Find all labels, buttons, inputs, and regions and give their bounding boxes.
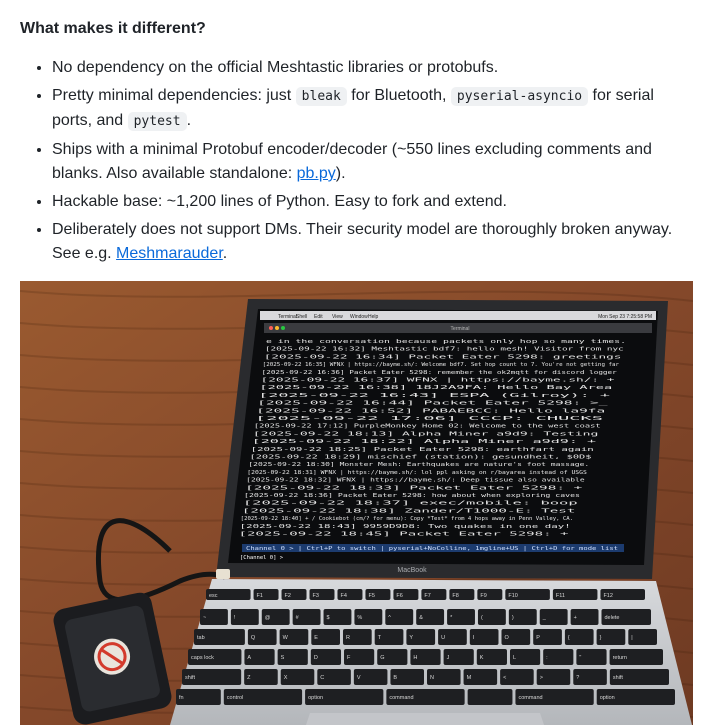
keyboard-key xyxy=(565,629,594,645)
keyboard-key xyxy=(628,629,657,645)
keyboard-key xyxy=(310,589,335,600)
key-label: " xyxy=(579,655,582,661)
key-label: F3 xyxy=(312,593,319,599)
keyboard-key xyxy=(224,689,302,705)
keyboard-key xyxy=(200,609,228,625)
key-label: F1 xyxy=(256,593,263,599)
keyboard-key xyxy=(244,649,274,665)
key-label: ! xyxy=(233,615,236,621)
feature-text: Deliberately does not support DMs. Their security model are thoroughly broken anyway. See e.g. xyxy=(52,221,673,262)
keyboard-key xyxy=(477,649,507,665)
key-label: Z xyxy=(247,675,251,681)
key-label: delete xyxy=(604,615,620,621)
keyboard-key xyxy=(438,629,467,645)
terminal-line: [2025-09-22 18:43] 9959D9D8: Two quakes in one day! xyxy=(239,523,571,530)
keyboard-key xyxy=(262,609,290,625)
keyboard-key xyxy=(293,609,321,625)
key-label: F6 xyxy=(396,593,403,599)
menubar-item: Edit xyxy=(314,314,323,320)
keyboard-key xyxy=(305,689,383,705)
terminal-line: [2025-09-22 18:36] Packet Eater 5298: how about when exploring caves xyxy=(244,493,580,499)
keyboard-key xyxy=(354,669,388,685)
keyboard-key xyxy=(377,649,407,665)
menubar-item: Terminal xyxy=(278,314,297,320)
key-label: F12 xyxy=(603,593,613,599)
feature-item xyxy=(52,218,692,266)
terminal-line: [2025-09-22 18:25] Packet Eater 5298: earthfart again xyxy=(250,446,594,453)
keyboard-key xyxy=(449,589,474,600)
keyboard-key xyxy=(278,649,308,665)
key-label: D xyxy=(313,655,318,661)
laptop-brand: MacBook xyxy=(397,567,427,574)
keyboard-key xyxy=(421,589,446,600)
terminal-line: [2025-09-22 18:38] Zander/T1000-E: Test xyxy=(241,508,576,515)
keyboard-key xyxy=(447,609,475,625)
key-label: ( xyxy=(480,615,483,621)
key-label: | xyxy=(631,635,633,641)
laptop-photo xyxy=(20,281,693,725)
keyboard-key xyxy=(206,589,251,600)
feature-text: Pretty minimal dependencies: just xyxy=(52,87,296,104)
keyboard-key xyxy=(464,669,498,685)
keyboard-key xyxy=(543,649,573,665)
key-label: O xyxy=(504,635,509,641)
keyboard-key xyxy=(385,609,413,625)
feature-item xyxy=(52,56,692,80)
keyboard-key xyxy=(537,669,571,685)
terminal-line: [2025-09-22 16:35] WFNX | https://bayme.sh/: Welcome bdf7. Set hop count to 7. You're not getting far xyxy=(262,362,620,369)
terminal-title: Terminal xyxy=(450,326,470,332)
keyboard-key xyxy=(244,669,278,685)
terminal-line: [2025-09-22 18:45] Packet Eater 5298: + xyxy=(238,531,571,538)
key-label: esc xyxy=(209,593,218,599)
keyboard-key xyxy=(254,589,279,600)
key-label: option xyxy=(599,695,615,701)
keyboard-key xyxy=(282,589,307,600)
key-label: G xyxy=(380,655,385,661)
key-label: > xyxy=(539,675,543,681)
keyboard-key xyxy=(468,689,513,705)
feature-text: Ships with a minimal Protobuf encoder/decoder (~550 lines excluding comments and blanks. Also available standalone: xyxy=(52,141,652,182)
terminal-line: [2025-09-22 18:30] Monster Mesh: Earthquakes are nature's foot massage. xyxy=(248,462,590,469)
key-label: T xyxy=(377,635,382,641)
terminal-line: [2025-09-22 17:12] PurpleMonkey Home 02: Welcome to the west coast xyxy=(253,423,601,430)
terminal-status-text: Channel 0 > | Ctrl+P to switch | pyserial+NoColline, 1mgline+US | Ctrl+D for mode list xyxy=(246,546,618,552)
menubar-item: View xyxy=(332,314,343,320)
keyboard-key xyxy=(176,689,221,705)
keyboard-key xyxy=(281,669,315,685)
terminal-line: [2025-09-22 18:32] WFNX | https://bayme.sh/: Deep tissue also available xyxy=(246,477,586,484)
keyboard-key xyxy=(188,649,241,665)
terminal-line: e in the conversation because packets only hop so many times. xyxy=(266,339,626,345)
key-label: X xyxy=(283,675,288,681)
keyboard-key xyxy=(416,609,444,625)
keyboard-key xyxy=(311,629,340,645)
feature-text: for serial ports, and xyxy=(52,87,654,129)
terminal-line: [2025-09-22 16:32] Meshtastic bdf7: hello mesh! Visitor from nyc xyxy=(264,346,624,353)
keyboard-key xyxy=(194,629,245,645)
key-label: { xyxy=(567,635,570,641)
key-label: N xyxy=(430,675,434,681)
key-label: B xyxy=(393,675,398,681)
terminal-line: [2025-09-22 18:37] exec/mobile: boop xyxy=(242,500,580,507)
terminal-line: [2025-09-22 16:43] ESPA (Gilroy): + xyxy=(258,392,612,399)
key-label: fn xyxy=(179,695,184,701)
key-label: # xyxy=(295,615,299,621)
zoom-icon[interactable] xyxy=(281,326,285,330)
inline-code: bleak xyxy=(296,87,347,106)
key-label: U xyxy=(441,635,446,641)
keyboard-key xyxy=(601,609,651,625)
link-pb-py[interactable]: pb.py xyxy=(296,165,336,182)
key-label: < xyxy=(503,675,507,681)
terminal-line: [2025-09-22 16:34] Packet Eater 5298: greetings xyxy=(263,354,622,361)
terminal-line: [2025-09-22 18:31] WFNX | https://bayme.sh/: lol ppl asking on r/bayarea instead of USGS xyxy=(247,469,587,476)
keyboard-key xyxy=(600,589,645,600)
usb-plug xyxy=(216,569,230,579)
keyboard-key xyxy=(510,649,540,665)
key-label: @ xyxy=(264,615,271,621)
minimize-icon[interactable] xyxy=(275,326,279,330)
keyboard-key xyxy=(386,689,464,705)
key-label: A xyxy=(247,655,252,661)
key-label: $ xyxy=(326,615,330,621)
keyboard-key xyxy=(610,649,663,665)
terminal-line: [2025-09-22 16:36] Packet Eater 5298: remember the ok2mqtt for discord logger xyxy=(261,369,618,376)
inline-code: pyserial-asyncio xyxy=(451,87,588,106)
keyboard-key xyxy=(406,629,435,645)
terminal-line: [2025-09-22 18:29] mischief (station): gesundheit, $0D$ xyxy=(249,454,593,461)
key-label: F5 xyxy=(368,593,375,599)
key-label: * xyxy=(450,615,453,621)
keyboard-key xyxy=(500,669,534,685)
key-label: command xyxy=(389,695,414,701)
menubar-item: Shell xyxy=(296,314,308,320)
feature-text: No dependency on the official Meshtastic libraries or protobufs. xyxy=(52,59,499,76)
keyboard-key xyxy=(597,629,626,645)
section-heading: What makes it different? xyxy=(20,20,206,37)
key-label: caps lock xyxy=(191,655,214,661)
key-label: _ xyxy=(542,615,546,621)
key-label: option xyxy=(308,695,324,701)
keyboard-key xyxy=(390,669,424,685)
trackpad xyxy=(306,713,544,725)
feature-item xyxy=(52,84,692,134)
keyboard-key xyxy=(324,609,352,625)
key-label: J xyxy=(446,655,450,661)
key-label: P xyxy=(536,635,540,641)
key-label: return xyxy=(612,655,627,661)
feature-text: ). xyxy=(335,165,346,182)
keyboard-key xyxy=(509,609,537,625)
keyboard-key xyxy=(610,669,669,685)
inline-code: pytest xyxy=(128,112,187,131)
keyboard-key xyxy=(505,589,550,600)
keyboard-key xyxy=(501,629,530,645)
key-label: S xyxy=(280,655,285,661)
feature-text: for Bluetooth, xyxy=(346,87,451,104)
feature-list xyxy=(20,56,692,270)
menubar-item: Help xyxy=(368,314,379,320)
key-label: F2 xyxy=(284,593,291,599)
keyboard-key xyxy=(375,629,404,645)
feature-item xyxy=(52,190,692,214)
keyboard-key xyxy=(182,669,241,685)
terminal-line: [2025-09-22 16:52] PABAEBCC: Hello la9fa xyxy=(256,408,606,415)
keyboard-key xyxy=(231,609,259,625)
key-label: L xyxy=(512,655,517,661)
key-label: tab xyxy=(197,635,205,641)
keyboard-key xyxy=(515,689,593,705)
keyboard-key xyxy=(393,589,418,600)
key-label: I xyxy=(472,635,475,641)
terminal-line: [2025-09-22 16:37] WFNX | https://bayme.sh/: + xyxy=(260,377,616,384)
close-icon[interactable] xyxy=(269,326,273,330)
key-label: W xyxy=(282,635,288,641)
keyboard-key xyxy=(540,609,568,625)
keyboard-key xyxy=(317,669,351,685)
key-label: & xyxy=(419,615,423,621)
keyboard-key xyxy=(477,589,502,600)
key-label: control xyxy=(226,695,244,701)
key-label: E xyxy=(314,635,318,641)
key-label: ? xyxy=(576,675,580,681)
key-label: F4 xyxy=(340,593,347,599)
terminal-line: [2025-09-22 17:06] CCCP: CHUCKS xyxy=(255,416,603,422)
key-label: C xyxy=(320,675,325,681)
feature-item xyxy=(52,138,692,186)
key-label: ~ xyxy=(203,615,207,621)
keyboard-key xyxy=(410,649,440,665)
keyboard-key xyxy=(311,649,341,665)
menubar-clock: Mon Sep 23 7:25:58 PM xyxy=(598,314,652,320)
key-label: command xyxy=(518,695,543,701)
key-label: M xyxy=(466,675,472,681)
keyboard-key xyxy=(533,629,562,645)
key-label: F10 xyxy=(508,593,518,599)
keyboard-key xyxy=(576,649,606,665)
terminal-line: [2025-09-22 18:33] Packet Eater 5298: + xyxy=(245,485,584,492)
key-label: F9 xyxy=(480,593,487,599)
keyboard-key xyxy=(597,689,675,705)
keyboard-key xyxy=(280,629,309,645)
key-label: F11 xyxy=(555,593,565,599)
keyboard-key xyxy=(444,649,474,665)
feature-text: Hackable base: ~1,200 lines of Python. Easy to fork and extend. xyxy=(52,193,507,210)
link-meshmarauder[interactable]: Meshmarauder xyxy=(116,245,223,262)
key-label: + xyxy=(573,615,577,621)
keyboard-key xyxy=(427,669,461,685)
terminal-line: [2025-09-22 16:44] Packet Eater 5298: >_ xyxy=(257,400,610,407)
key-label: F7 xyxy=(424,593,431,599)
terminal-line: [2025-09-22 16:38] 18J2A9FA: Hello Bay Area xyxy=(259,385,613,392)
menubar-item: Window xyxy=(350,314,368,320)
keyboard-key xyxy=(553,589,598,600)
key-label: F xyxy=(347,655,351,661)
key-label: ) xyxy=(511,615,514,621)
keyboard-key xyxy=(571,609,599,625)
key-label: K xyxy=(479,655,484,661)
key-label: : xyxy=(546,655,548,661)
keyboard-key xyxy=(337,589,362,600)
key-label: ^ xyxy=(388,615,391,621)
key-label: V xyxy=(356,675,361,681)
terminal-prompt: [Channel 0] > xyxy=(240,555,284,561)
terminal-line: [2025-09-22 18:13] Alpha Miner a9d9: Testing xyxy=(252,431,599,438)
laptop-photo-illustration xyxy=(20,281,693,725)
key-label: shift xyxy=(185,675,196,681)
keyboard-key xyxy=(344,649,374,665)
keyboard-key xyxy=(354,609,382,625)
key-label: H xyxy=(413,655,418,661)
key-label: F8 xyxy=(452,593,459,599)
key-label: Y xyxy=(409,635,414,641)
keyboard-key xyxy=(365,589,390,600)
terminal-line: [2025-09-22 18:40] + / Cookiebot (cm/? for menu): Copy *Test* from 4 hops away in Penn Valley, CA. xyxy=(240,516,574,523)
keyboard-key xyxy=(470,629,499,645)
keyboard-key xyxy=(248,629,277,645)
key-label: % xyxy=(357,615,363,621)
feature-text: . xyxy=(222,245,228,262)
key-label: Q xyxy=(250,635,256,641)
keyboard-key xyxy=(343,629,372,645)
keyboard-key xyxy=(573,669,607,685)
feature-text: . xyxy=(186,112,192,129)
key-label: } xyxy=(599,635,602,641)
key-label: R xyxy=(345,635,350,641)
keyboard-key xyxy=(478,609,506,625)
terminal-line: [2025-09-22 18:22] Alpha Miner a9d9: + xyxy=(251,439,598,446)
key-label: shift xyxy=(612,675,623,681)
